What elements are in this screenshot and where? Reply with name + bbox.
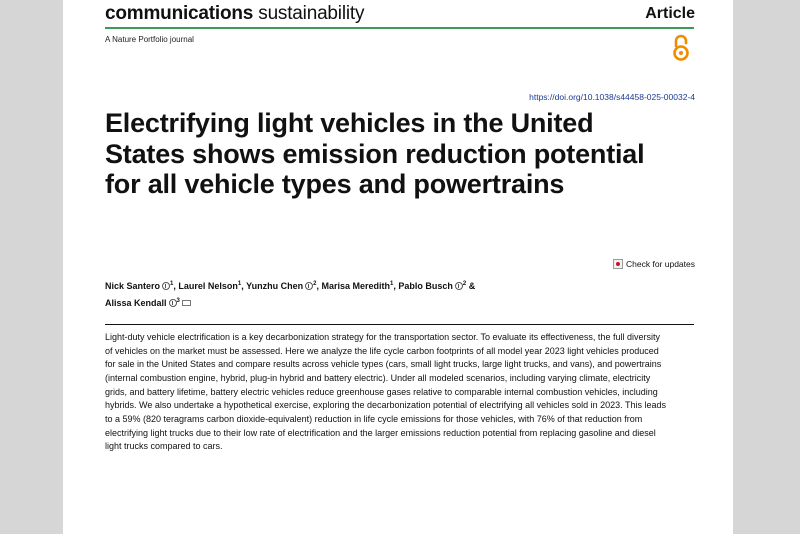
author-name[interactable]: Alissa Kendall xyxy=(105,298,167,308)
affiliation-sup: 1 xyxy=(237,281,242,287)
journal-name-regular: sustainability xyxy=(258,3,365,24)
affiliation-sup: 2 xyxy=(462,281,467,287)
author-list: Nick Santero $^1$, Laurel Nelson$^1$, Yunzhu Chen $^2$, Marisa Meredith$^1$, Pablo Busch $^2$ & Alissa Kendall $^3$ xyxy=(105,281,476,308)
author-name[interactable]: Marisa Meredith xyxy=(321,281,390,291)
email-icon[interactable] xyxy=(182,300,191,306)
article-page xyxy=(63,0,733,534)
check-for-updates-label: Check for updates xyxy=(626,259,695,269)
author-name[interactable]: Pablo Busch xyxy=(398,281,453,291)
author-name[interactable]: Laurel Nelson xyxy=(178,281,238,291)
affiliation-sup: 1 xyxy=(389,281,394,287)
affiliation-sup: 1 xyxy=(170,281,174,287)
abstract-divider xyxy=(105,324,694,325)
orcid-icon[interactable] xyxy=(305,282,313,290)
article-title: Electrifying light vehicles in the United States shows emission reduction potential for all vehicle types and powertrains xyxy=(105,108,645,199)
author-name[interactable]: Nick Santero xyxy=(105,281,161,291)
author-joiner: & xyxy=(468,281,476,291)
open-access-icon[interactable] xyxy=(671,34,691,62)
journal-name-bold: communications xyxy=(105,3,254,24)
orcid-icon[interactable] xyxy=(162,282,170,290)
header-divider xyxy=(105,27,694,29)
author-name[interactable]: Yunzhu Chen xyxy=(246,281,304,291)
affiliation-sup: 3 xyxy=(176,298,180,304)
affiliation-sup: 2 xyxy=(313,281,317,287)
check-for-updates-button[interactable] xyxy=(613,259,695,269)
abstract-text: Light-duty vehicle electrification is a key decarbonization strategy for the transportation sector. To evaluate its effectiveness, the full diversity of vehicles on the market must be assessed. Here we analyze the life cycle carbon footprints of all model year 2023 light vehicles produced for sale in the United States and compare results across vehicle types (cars, small light trucks, large light trucks, and vans), and powertrains (internal combustion engine, hybrid, plug-in hybrid and battery electric). Under all modeled scenarios, including varying climate, electricity grids, and battery lifetime, battery electric vehicles reduce greenhouse gases relative to comparable internal combustion vehicles, including hybrids. We also undertake a hypothetical exercise, exploring the decarbonization potential of electrifying all vehicles sold in 2023. This leads to a 59% (820 teragrams carbon dioxide-equivalent) reduction in life cycle emissions for those vehicles, with 76% of that reduction from electrifying light trucks due to their low rate of electrification and the larger emissions reduction potential from replacing gasoline and diesel light trucks compared to cars. xyxy=(105,332,666,452)
orcid-icon[interactable] xyxy=(455,282,463,290)
check-for-updates-icon xyxy=(613,259,623,269)
doi-link[interactable]: https://doi.org/10.1038/s44458-025-00032-4 xyxy=(529,92,695,102)
journal-subtitle: A Nature Portfolio journal xyxy=(105,35,194,44)
journal-name[interactable] xyxy=(105,3,364,25)
orcid-icon[interactable] xyxy=(169,299,177,307)
article-type-label: Article xyxy=(645,5,695,22)
